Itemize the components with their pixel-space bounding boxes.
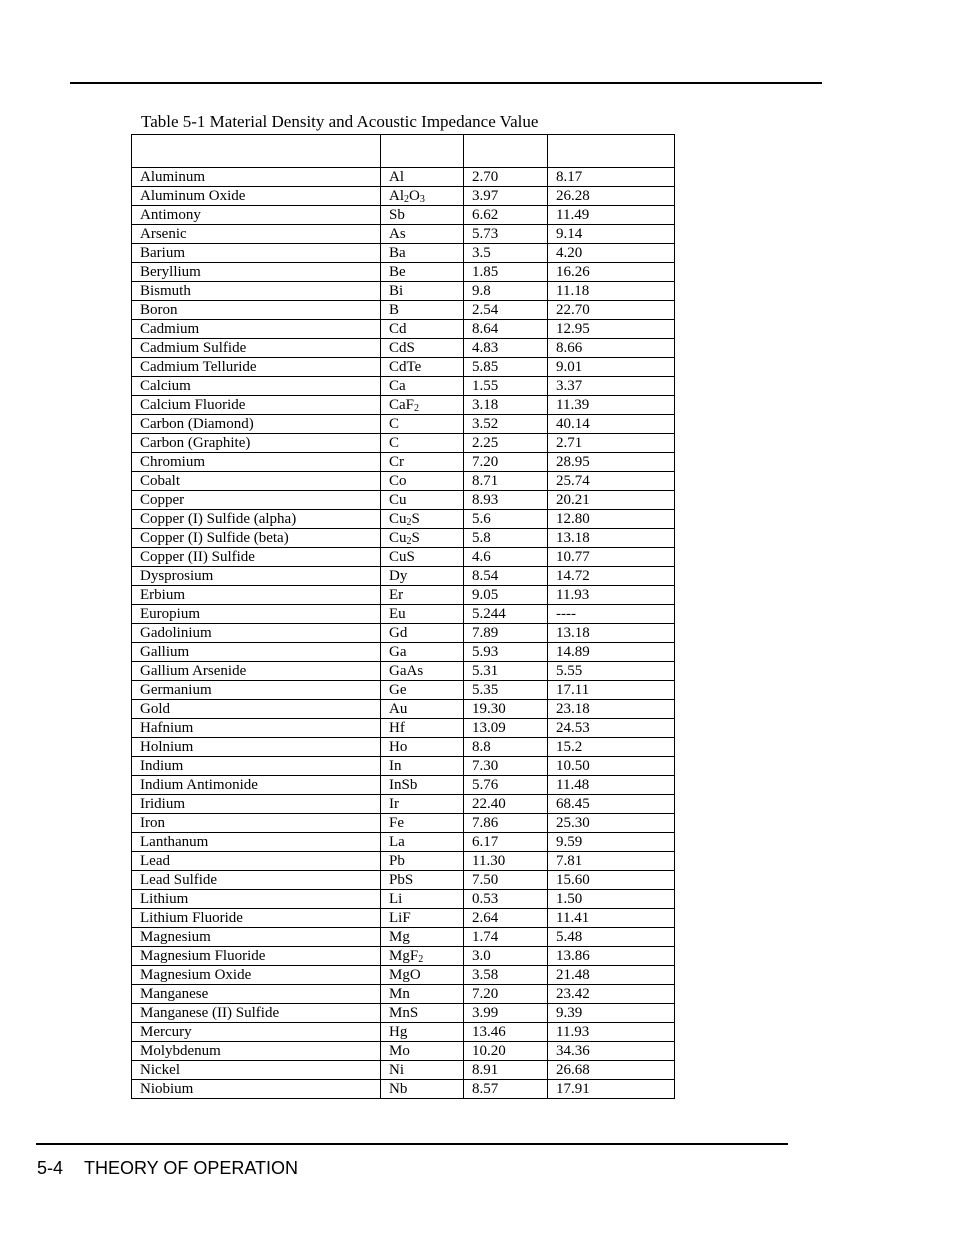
density-cell: 22.40 [464,795,548,814]
formula-cell: As [381,225,464,244]
table-row [132,453,675,472]
density-cell: 7.89 [464,624,548,643]
header-density [464,135,548,168]
impedance-cell: 9.01 [548,358,675,377]
density-cell: 3.97 [464,187,548,206]
density-cell: 7.50 [464,871,548,890]
material-cell: Holnium [132,738,381,757]
formula-cell: PbS [381,871,464,890]
material-cell: Europium [132,605,381,624]
material-cell: Magnesium Oxide [132,966,381,985]
header-material [132,135,381,168]
density-cell: 5.6 [464,510,548,529]
table-row [132,510,675,529]
impedance-cell: 40.14 [548,415,675,434]
table-row [132,548,675,567]
density-cell: 5.93 [464,643,548,662]
formula-cell: GaAs [381,662,464,681]
impedance-cell: 14.72 [548,567,675,586]
formula-cell: C [381,434,464,453]
impedance-cell: 2.71 [548,434,675,453]
density-cell: 5.8 [464,529,548,548]
formula-cell: Ir [381,795,464,814]
formula-cell: Pb [381,852,464,871]
table-row [132,605,675,624]
density-cell: 5.73 [464,225,548,244]
formula-cell: Li [381,890,464,909]
formula-cell: $Cu_2S$ [381,529,464,548]
formula-cell: CuS [381,548,464,567]
page-number: 5-4 [37,1158,64,1178]
density-cell: 7.20 [464,453,548,472]
density-cell: 13.46 [464,1023,548,1042]
header-impedance [548,135,675,168]
formula-cell: Ge [381,681,464,700]
material-cell: Beryllium [132,263,381,282]
table-row [132,377,675,396]
formula-cell: La [381,833,464,852]
impedance-cell: 9.14 [548,225,675,244]
density-cell: 5.244 [464,605,548,624]
material-cell: Germanium [132,681,381,700]
formula-cell: Er [381,586,464,605]
table-row [132,225,675,244]
table-row [132,719,675,738]
table-row [132,320,675,339]
table-row [132,966,675,985]
material-cell: Gold [132,700,381,719]
impedance-cell: 9.59 [548,833,675,852]
impedance-cell: 10.50 [548,757,675,776]
table-row [132,1061,675,1080]
table-row [132,396,675,415]
material-cell: Calcium [132,377,381,396]
table-row [132,795,675,814]
table-row [132,415,675,434]
impedance-cell: 11.48 [548,776,675,795]
density-cell: 8.93 [464,491,548,510]
density-cell: 4.6 [464,548,548,567]
material-cell: Iridium [132,795,381,814]
header-formula [381,135,464,168]
impedance-cell: 13.18 [548,529,675,548]
formula-cell: Ga [381,643,464,662]
formula-cell: InSb [381,776,464,795]
table-row [132,776,675,795]
material-cell: Lead [132,852,381,871]
material-cell: Dysprosium [132,567,381,586]
formula-cell: Bi [381,282,464,301]
formula-cell: MgF$_2$ [381,947,464,966]
impedance-cell: 3.37 [548,377,675,396]
material-cell: Iron [132,814,381,833]
impedance-cell: 24.53 [548,719,675,738]
density-cell: 8.54 [464,567,548,586]
density-cell: 7.30 [464,757,548,776]
density-cell: 3.99 [464,1004,548,1023]
formula-cell: Sb [381,206,464,225]
formula-cell: Dy [381,567,464,586]
table-row [132,833,675,852]
impedance-cell: 23.18 [548,700,675,719]
density-cell: 2.54 [464,301,548,320]
density-cell: 8.64 [464,320,548,339]
table-row [132,643,675,662]
density-cell: 8.8 [464,738,548,757]
material-cell: Copper (I) Sulfide (beta) [132,529,381,548]
table-row [132,187,675,206]
impedance-cell: ---- [548,605,675,624]
formula-cell: Ca [381,377,464,396]
formula-cell: Mo [381,1042,464,1061]
impedance-cell: 10.77 [548,548,675,567]
impedance-cell: 17.11 [548,681,675,700]
density-cell: 5.35 [464,681,548,700]
page-footer [37,1157,298,1179]
impedance-cell: 22.70 [548,301,675,320]
density-cell: 5.31 [464,662,548,681]
impedance-cell: 11.18 [548,282,675,301]
material-cell: Lithium Fluoride [132,909,381,928]
material-cell: Mercury [132,1023,381,1042]
material-cell: Molybdenum [132,1042,381,1061]
formula-cell: Hf [381,719,464,738]
impedance-cell: 4.20 [548,244,675,263]
density-cell: 3.18 [464,396,548,415]
impedance-cell: 25.74 [548,472,675,491]
formula-cell: $Cu_2S$ [381,510,464,529]
formula-cell: C [381,415,464,434]
density-cell: 1.85 [464,263,548,282]
density-cell: 11.30 [464,852,548,871]
footer-rule [36,1143,788,1145]
formula-cell: Mn [381,985,464,1004]
section-title: THEORY OF OPERATION [84,1158,299,1178]
impedance-cell: 20.21 [548,491,675,510]
material-cell: Chromium [132,453,381,472]
header-rule [70,82,822,84]
material-cell: Aluminum Oxide [132,187,381,206]
impedance-cell: 68.45 [548,795,675,814]
density-cell: 8.57 [464,1080,548,1099]
table-caption: Table 5-1 Material Density and Acoustic Impedance Value [141,112,539,131]
table-body [132,168,675,1099]
impedance-cell: 34.36 [548,1042,675,1061]
table-row [132,985,675,1004]
formula-cell: Fe [381,814,464,833]
formula-cell: Ba [381,244,464,263]
material-cell: Arsenic [132,225,381,244]
formula-cell: Mg [381,928,464,947]
density-cell: 6.17 [464,833,548,852]
impedance-cell: 11.39 [548,396,675,415]
impedance-cell: 9.39 [548,1004,675,1023]
formula-cell: Eu [381,605,464,624]
impedance-cell: 12.80 [548,510,675,529]
formula-cell: Cd [381,320,464,339]
material-cell: Magnesium [132,928,381,947]
formula-cell: $Al_2O_3$ [381,187,464,206]
material-cell: Antimony [132,206,381,225]
impedance-cell: 16.26 [548,263,675,282]
impedance-cell: 17.91 [548,1080,675,1099]
material-table [131,134,675,1099]
formula-cell: Cu [381,491,464,510]
impedance-cell: 28.95 [548,453,675,472]
material-cell: Lithium [132,890,381,909]
table-row [132,339,675,358]
impedance-cell: 11.49 [548,206,675,225]
formula-cell: CdS [381,339,464,358]
impedance-cell: 26.68 [548,1061,675,1080]
impedance-cell: 15.60 [548,871,675,890]
density-cell: 2.70 [464,168,548,187]
table-row [132,263,675,282]
density-cell: 3.5 [464,244,548,263]
table-row [132,928,675,947]
formula-cell: LiF [381,909,464,928]
density-cell: 9.05 [464,586,548,605]
impedance-cell: 11.93 [548,586,675,605]
material-cell: Carbon (Graphite) [132,434,381,453]
impedance-cell: 7.81 [548,852,675,871]
material-cell: Lanthanum [132,833,381,852]
density-cell: 3.58 [464,966,548,985]
density-cell: 2.64 [464,909,548,928]
formula-cell: Gd [381,624,464,643]
formula-cell: Co [381,472,464,491]
impedance-cell: 5.55 [548,662,675,681]
density-cell: 3.52 [464,415,548,434]
impedance-cell: 8.17 [548,168,675,187]
material-cell: Bismuth [132,282,381,301]
table-row [132,1004,675,1023]
table-row [132,168,675,187]
table-row [132,1042,675,1061]
material-cell: Nickel [132,1061,381,1080]
impedance-cell: 13.18 [548,624,675,643]
material-cell: Erbium [132,586,381,605]
material-cell: Copper (I) Sulfide (alpha) [132,510,381,529]
table-row [132,282,675,301]
formula-cell: Hg [381,1023,464,1042]
material-cell: Indium [132,757,381,776]
density-cell: 1.74 [464,928,548,947]
table-row [132,814,675,833]
material-cell: Niobium [132,1080,381,1099]
table-row [132,358,675,377]
material-cell: Cadmium Sulfide [132,339,381,358]
table-row [132,434,675,453]
formula-cell: CdTe [381,358,464,377]
material-cell: Manganese (II) Sulfide [132,1004,381,1023]
formula-cell: Ho [381,738,464,757]
density-cell: 7.86 [464,814,548,833]
formula-cell: In [381,757,464,776]
density-cell: 1.55 [464,377,548,396]
table-row [132,529,675,548]
density-cell: 0.53 [464,890,548,909]
impedance-cell: 5.48 [548,928,675,947]
material-cell: Copper (II) Sulfide [132,548,381,567]
material-cell: Calcium Fluoride [132,396,381,415]
density-cell: 3.0 [464,947,548,966]
density-cell: 13.09 [464,719,548,738]
formula-cell: MgO [381,966,464,985]
table-row [132,491,675,510]
impedance-cell: 26.28 [548,187,675,206]
material-cell: Cobalt [132,472,381,491]
material-cell: Barium [132,244,381,263]
density-cell: 5.85 [464,358,548,377]
density-cell: 9.8 [464,282,548,301]
table-row [132,472,675,491]
table-row [132,947,675,966]
material-cell: Boron [132,301,381,320]
material-cell: Indium Antimonide [132,776,381,795]
table-row [132,852,675,871]
table-row [132,301,675,320]
table-row [132,871,675,890]
table-row [132,1023,675,1042]
density-cell: 19.30 [464,700,548,719]
impedance-cell: 25.30 [548,814,675,833]
density-cell: 6.62 [464,206,548,225]
impedance-cell: 15.2 [548,738,675,757]
impedance-cell: 12.95 [548,320,675,339]
formula-cell: CaF$_2$ [381,396,464,415]
table-row [132,662,675,681]
impedance-cell: 21.48 [548,966,675,985]
material-cell: Lead Sulfide [132,871,381,890]
impedance-cell: 14.89 [548,643,675,662]
density-cell: 8.71 [464,472,548,491]
table-row [132,909,675,928]
table-row [132,244,675,263]
density-cell: 8.91 [464,1061,548,1080]
formula-cell: MnS [381,1004,464,1023]
table-row [132,624,675,643]
density-cell: 2.25 [464,434,548,453]
table-row [132,738,675,757]
impedance-cell: 1.50 [548,890,675,909]
material-cell: Copper [132,491,381,510]
impedance-cell: 11.41 [548,909,675,928]
material-cell: Gadolinium [132,624,381,643]
density-cell: 10.20 [464,1042,548,1061]
formula-cell: B [381,301,464,320]
table-row [132,206,675,225]
impedance-cell: 11.93 [548,1023,675,1042]
impedance-cell: 23.42 [548,985,675,1004]
table-header-row [132,135,675,168]
impedance-cell: 13.86 [548,947,675,966]
material-cell: Aluminum [132,168,381,187]
material-cell: Hafnium [132,719,381,738]
density-cell: 5.76 [464,776,548,795]
table-row [132,890,675,909]
material-cell: Carbon (Diamond) [132,415,381,434]
table-row [132,567,675,586]
table-row [132,757,675,776]
table-row [132,700,675,719]
material-cell: Gallium [132,643,381,662]
material-cell: Manganese [132,985,381,1004]
formula-cell: Ni [381,1061,464,1080]
table-row [132,586,675,605]
material-cell: Cadmium [132,320,381,339]
material-cell: Cadmium Telluride [132,358,381,377]
formula-cell: Be [381,263,464,282]
formula-cell: Al [381,168,464,187]
material-cell: Gallium Arsenide [132,662,381,681]
formula-cell: Nb [381,1080,464,1099]
material-cell: Magnesium Fluoride [132,947,381,966]
impedance-cell: 8.66 [548,339,675,358]
formula-cell: Au [381,700,464,719]
density-cell: 7.20 [464,985,548,1004]
table-row [132,1080,675,1099]
formula-cell: Cr [381,453,464,472]
table-row [132,681,675,700]
density-cell: 4.83 [464,339,548,358]
